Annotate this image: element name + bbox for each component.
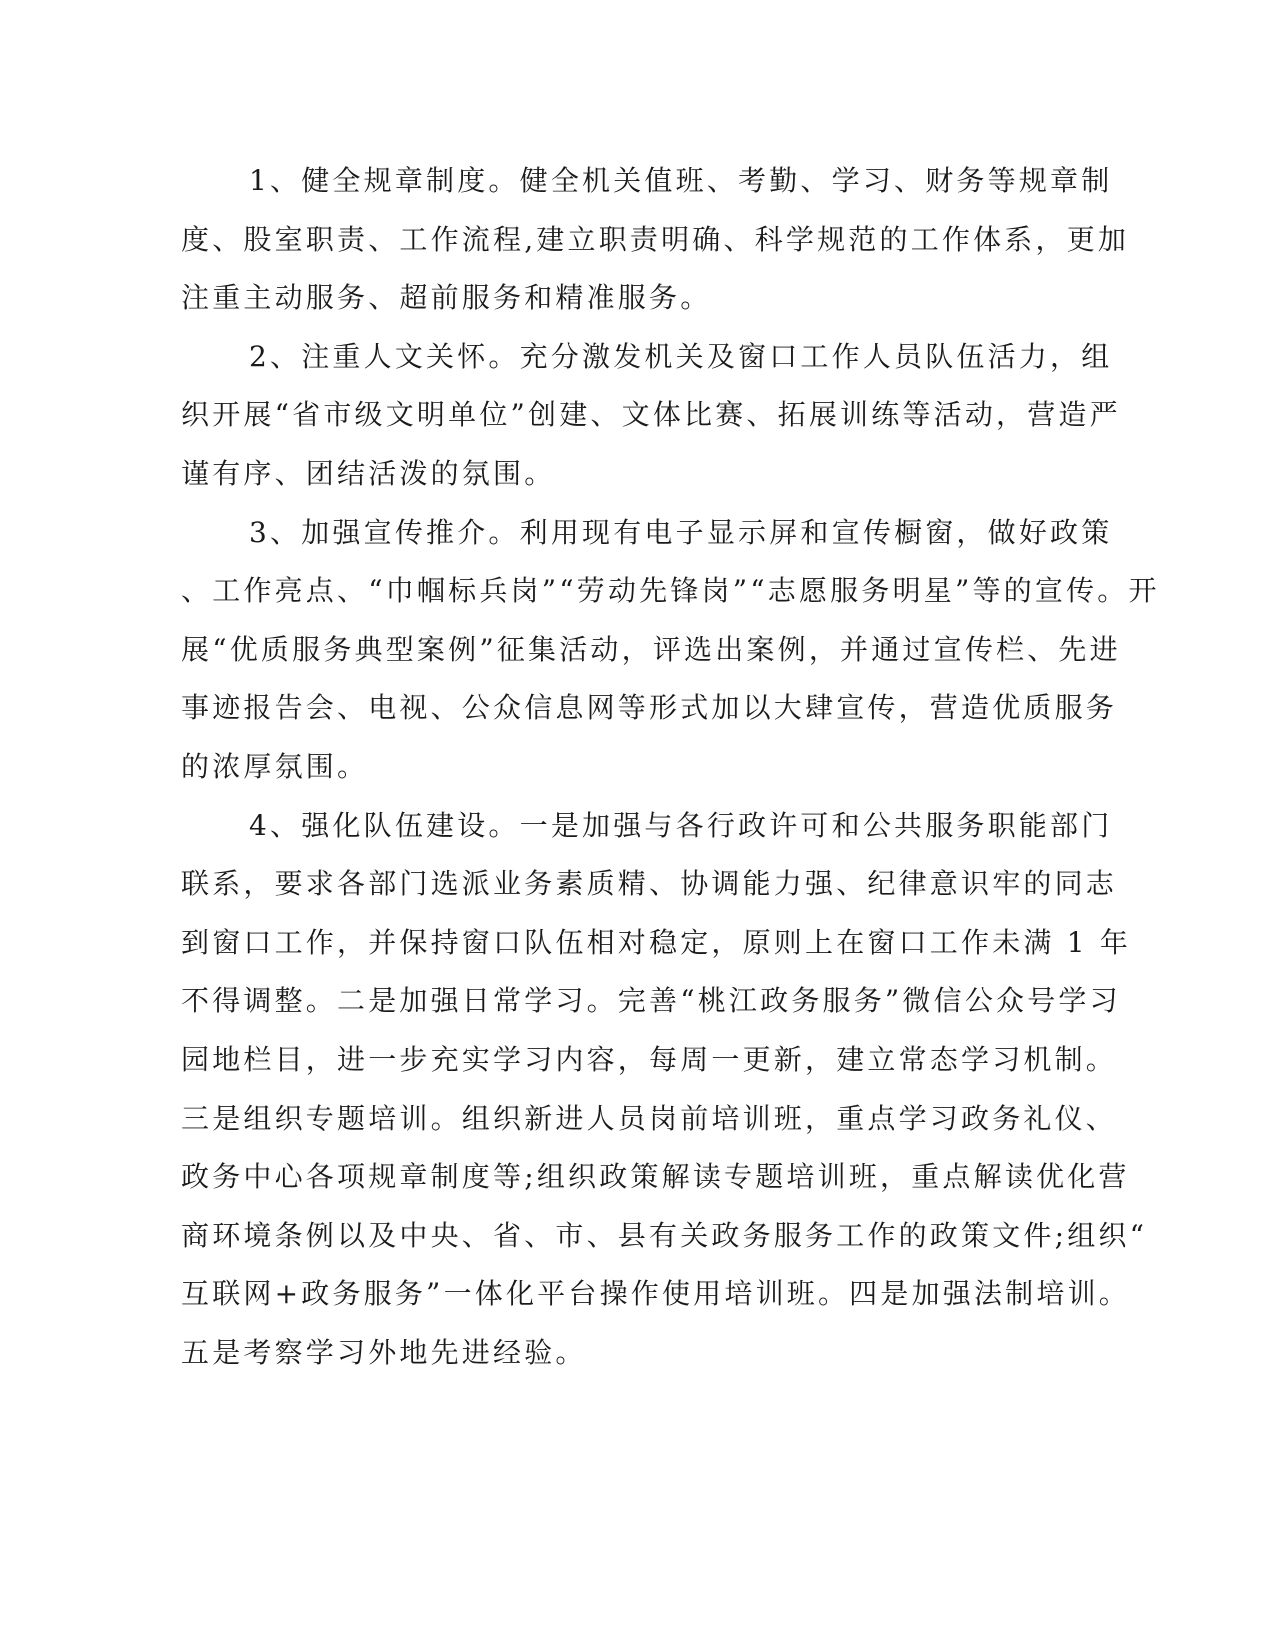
paragraph-line: 3、加强宣传推介。利用现有电子显示屏和宣传橱窗，做好政策 <box>249 515 1113 549</box>
paragraph-line: 4、强化队伍建设。一是加强与各行政许可和公共服务职能部门 <box>249 808 1113 842</box>
paragraph-humanistic-care <box>181 328 1121 504</box>
paragraph-line: 织开展“省市级文明单位”创建、文体比赛、拓展训练等活动，营造严 <box>181 398 1121 432</box>
paragraph-line: 度、股室职责、工作流程,建立职责明确、科学规范的工作体系，更加 <box>181 222 1130 256</box>
paragraph-line: 展“优质服务典型案例”征集活动，评选出案例，并通过宣传栏、先进 <box>181 632 1121 666</box>
paragraph-line: 1、健全规章制度。健全机关值班、考勤、学习、财务等规章制 <box>249 164 1113 197</box>
paragraph-line: 、工作亮点、“巾帼标兵岗”“劳动先锋岗”“志愿服务明星”等的宣传。开 <box>181 574 1160 608</box>
paragraph-regulations <box>181 152 1130 328</box>
paragraph-publicity <box>181 504 1160 797</box>
paragraph-line: 谨有序、团结活泼的氛围。 <box>181 456 556 490</box>
paragraph-line: 到窗口工作，并保持窗口队伍相对稳定，原则上在窗口工作未满 1 年 <box>181 925 1132 959</box>
paragraph-line: 2、注重人文关怀。充分激发机关及窗口工作人员队伍活力，组 <box>249 339 1113 373</box>
paragraph-line: 政务中心各项规章制度等;组织政策解读专题培训班，重点解读优化营 <box>181 1160 1130 1194</box>
document-body <box>181 152 1160 1382</box>
paragraph-line: 五是考察学习外地先进经验。 <box>181 1335 587 1369</box>
paragraph-line: 商环境条例以及中央、省、市、县有关政务服务工作的政策文件;组织“ <box>181 1218 1148 1252</box>
paragraph-line: 互联网+政务服务”一体化平台操作使用培训班。四是加强法制培训。 <box>181 1277 1130 1311</box>
paragraph-line: 园地栏目，进一步充实学习内容，每周一更新，建立常态学习机制。 <box>181 1042 1118 1076</box>
paragraph-line: 三是组织专题培训。组织新进人员岗前培训班，重点学习政务礼仪、 <box>181 1101 1118 1135</box>
paragraph-line: 注重主动服务、超前服务和精准服务。 <box>181 281 712 315</box>
paragraph-line: 的浓厚氛围。 <box>181 749 369 783</box>
paragraph-line: 不得调整。二是加强日常学习。完善“桃江政务服务”微信公众号学习 <box>181 984 1121 1018</box>
paragraph-line: 事迹报告会、电视、公众信息网等形式加以大肆宣传，营造优质服务 <box>181 691 1118 725</box>
paragraph-line: 联系，要求各部门选派业务素质精、协调能力强、纪律意识牢的同志 <box>181 867 1118 901</box>
paragraph-team-building <box>181 797 1148 1383</box>
